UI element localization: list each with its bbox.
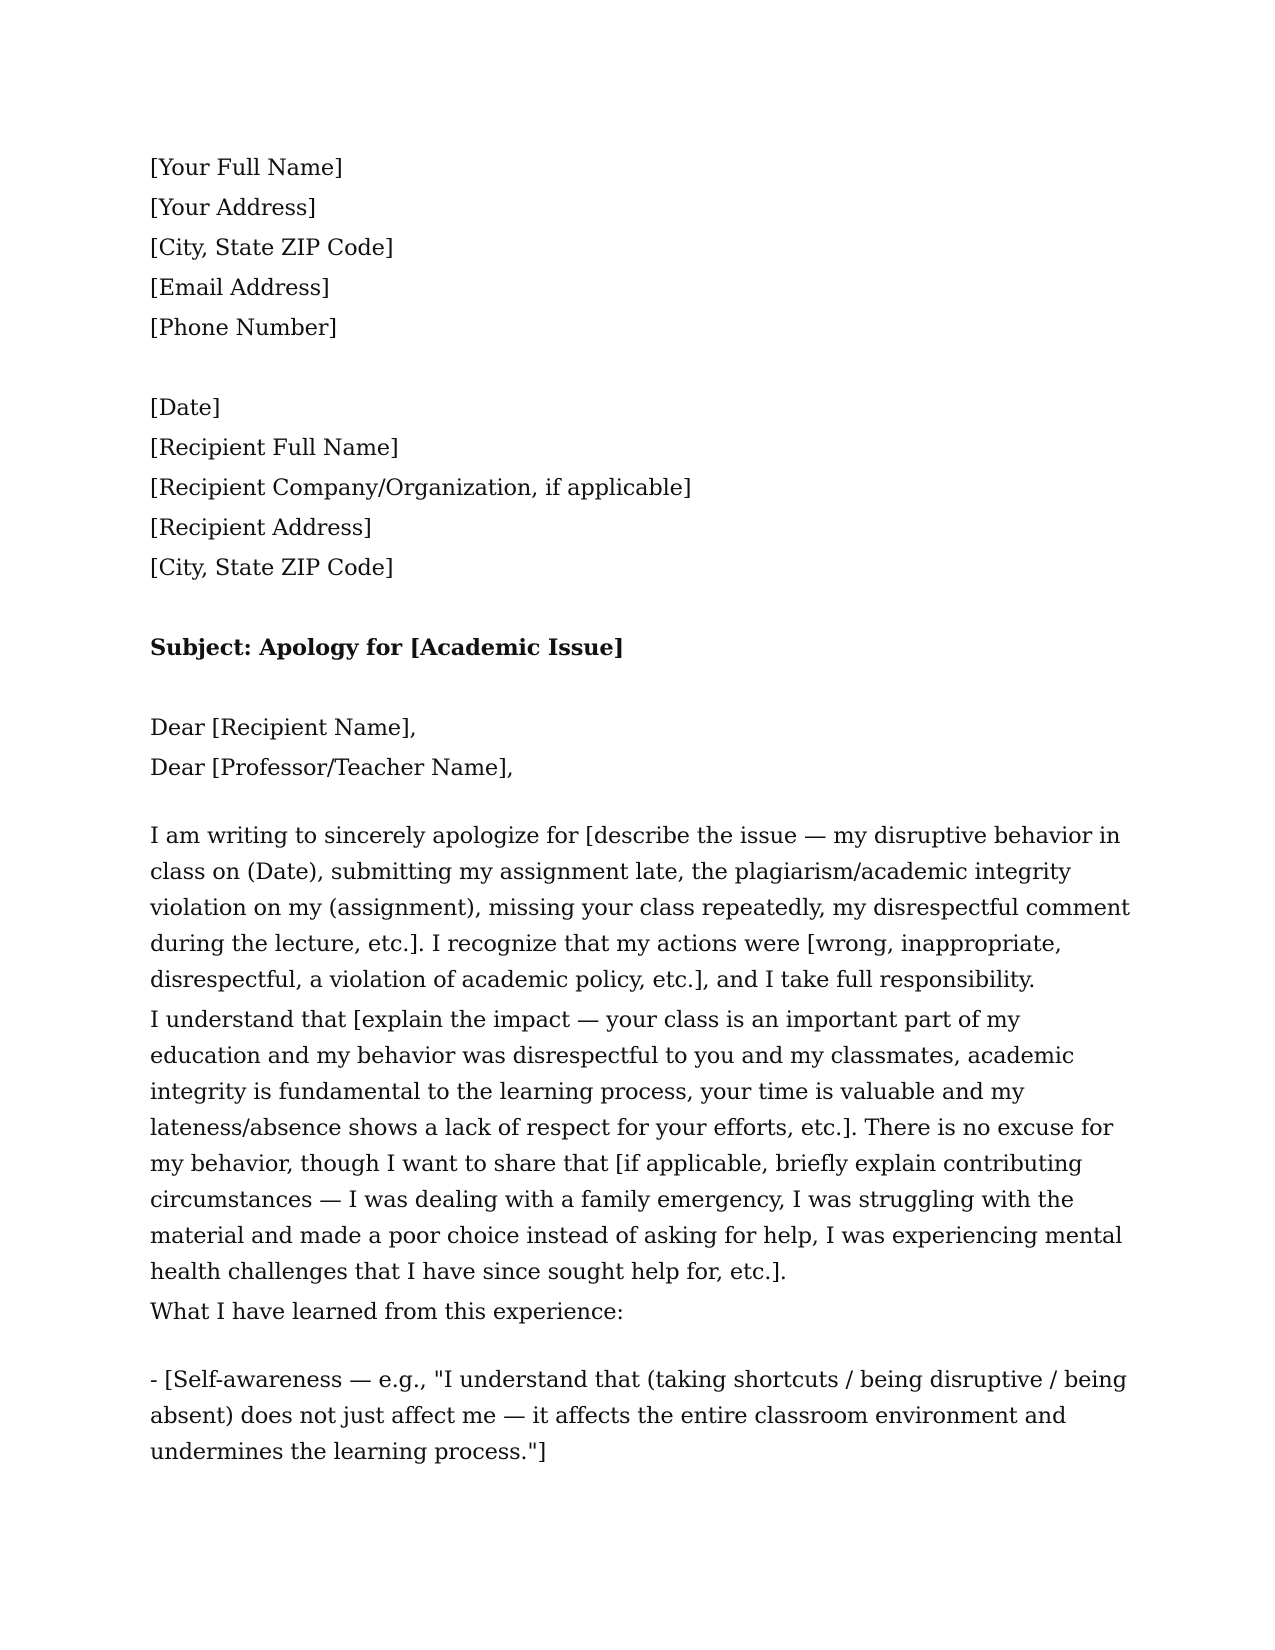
spacer bbox=[150, 1330, 1135, 1362]
letter-body bbox=[150, 148, 1135, 1470]
recipient-city: [City, State ZIP Code] bbox=[150, 555, 394, 581]
sender-block bbox=[150, 148, 1135, 348]
spacer bbox=[150, 588, 1135, 628]
paragraph-impact: I understand that [explain the impact — your class is an important part of my education and my behavior was disrespectful to you and my classmates, academic integrity is fundamental to the learning process, your time is valuable and my lateness/absence shows a lack of respect for your efforts, etc.]. There is no excuse for my behavior, though I want to share that [if applicable, briefly explain contributing circumstances — I was dealing with a family emergency, I was struggling with the material and made a poor choice instead of asking for help, I was experiencing mental health challenges that I have since sought help for, etc.]. bbox=[150, 1007, 1123, 1285]
spacer bbox=[150, 668, 1135, 708]
salutation-block bbox=[150, 708, 1135, 788]
letter-date: [Date] bbox=[150, 395, 221, 421]
sender-address: [Your Address] bbox=[150, 195, 316, 221]
recipient-block bbox=[150, 388, 1135, 588]
paragraph-apology: I am writing to sincerely apologize for [describe the issue — my disruptive behavior in class on (Date), submitting my assignment late, the plagiarism/academic integrity violation on my (assignment), missing your class repeatedly, my disrespectful comment during the lecture, etc.]. I recognize that my actions were [wrong, inappropriate, disrespectful, a violation of academic policy, etc.], and I take full responsibility. bbox=[150, 823, 1130, 993]
sender-email: [Email Address] bbox=[150, 275, 330, 301]
sender-name: [Your Full Name] bbox=[150, 155, 343, 181]
sender-city: [City, State ZIP Code] bbox=[150, 235, 394, 261]
salutation: Dear [Professor/Teacher Name], bbox=[150, 755, 514, 781]
lesson-bullet: - [Self-awareness — e.g., "I understand that (taking shortcuts / being disruptive / being absent) does not just affect me — it affects the entire classroom environment and undermines the learning process."] bbox=[150, 1367, 1127, 1465]
recipient-name: [Recipient Full Name] bbox=[150, 435, 399, 461]
spacer bbox=[150, 348, 1135, 388]
subject-line: Subject: Apology for [Academic Issue] bbox=[150, 635, 624, 661]
paragraph-lessons-intro: What I have learned from this experience: bbox=[150, 1299, 624, 1325]
recipient-address: [Recipient Address] bbox=[150, 515, 372, 541]
spacer bbox=[150, 788, 1135, 818]
sender-phone: [Phone Number] bbox=[150, 315, 337, 341]
salutation: Dear [Recipient Name], bbox=[150, 715, 417, 741]
recipient-company: [Recipient Company/Organization, if applicable] bbox=[150, 475, 692, 501]
